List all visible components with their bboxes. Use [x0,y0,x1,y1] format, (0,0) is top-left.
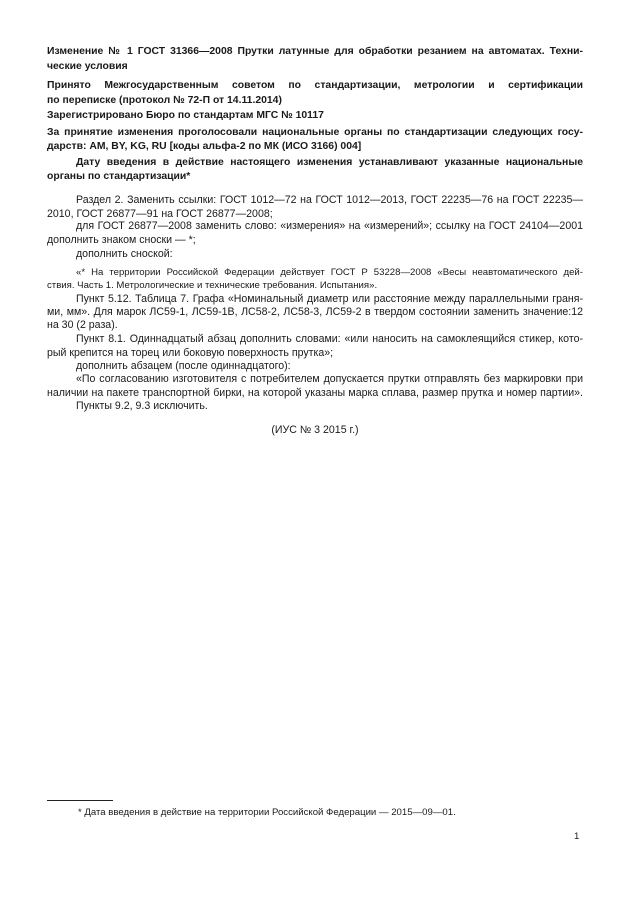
footnote-insert-line: ствия. Часть 1. Метрологические и технические требования. Испытания». [47,280,378,291]
effective-line: органы по стандартизации* [47,171,191,182]
body-line: рый крепится на торец или боковую поверхность прутка»; [47,347,334,359]
body-line: дополнить сноской: [76,248,173,260]
footnote-divider [47,800,113,801]
voted-line: За принятие изменения проголосовали национальные органы по стандартизации следующих госу- [47,127,583,138]
body-line: ми, мм». Для марок ЛС59-1, ЛС59-1В, ЛС58-2, ЛС58-3, ЛС59-2 в твердом состоянии заменить значение:12 [47,306,583,318]
body-line: «По согласованию изготовителя с потребителем допускается прутки отправлять без маркировки при [76,373,583,385]
body-line: наличии на пакете транспортной бирки, на которой указаны марка сплава, размер прутка и номер партии». [47,387,583,399]
footnote-insert-line: «* На территории Российской Федерации действует ГОСТ Р 53228—2008 «Весы неавтоматического дей- [76,267,583,278]
source-reference: (ИУС № 3 2015 г.) [271,424,359,436]
body-line: Пункт 5.12. Таблица 7. Графа «Номинальный диаметр или расстояние между параллельными граня- [76,293,583,305]
adopted-line: по переписке (протокол № 72-П от 14.11.2014) [47,95,282,106]
body-line: Пункт 8.1. Одиннадцатый абзац дополнить словами: «или наносить на самоклеящийся стикер, кото- [76,333,583,345]
body-line: Раздел 2. Заменить ссылки: ГОСТ 1012—72 на ГОСТ 1012—2013, ГОСТ 22235—76 на ГОСТ 22235— [76,194,583,206]
title-line: ческие условия [47,61,128,72]
body-line: Пункты 9.2, 9.3 исключить. [76,400,208,412]
voted-line: дарств: AM, BY, KG, RU [коды альфа-2 по МК (ИСО 3166) 004] [47,141,362,152]
effective-line: Дату введения в действие настоящего изменения устанавливают указанные национальные [76,157,583,168]
page-number: 1 [574,831,580,842]
footnote: * Дата введения в действие на территории Российской Федерации — 2015—09—01. [78,807,456,818]
adopted-line: Принято Межгосударственным советом по стандартизации, метрологии и сертификации [47,80,583,91]
body-line: дополнить абзацем (после одиннадцатого): [76,360,291,372]
body-line: дополнить знаком сноски — *; [47,234,196,246]
body-line: 2010, ГОСТ 26877—91 на ГОСТ 26877—2008; [47,208,273,220]
title-line: Изменение № 1 ГОСТ 31366—2008 Прутки латунные для обработки резанием на автоматах. Техни- [47,46,583,57]
body-line: для ГОСТ 26877—2008 заменить слово: «измерения» на «измерений»; ссылку на ГОСТ 24104—2001 [76,220,583,232]
body-line: на 30 (2 раза). [47,319,118,331]
registered-line: Зарегистрировано Бюро по стандартам МГС № 10117 [47,110,324,121]
